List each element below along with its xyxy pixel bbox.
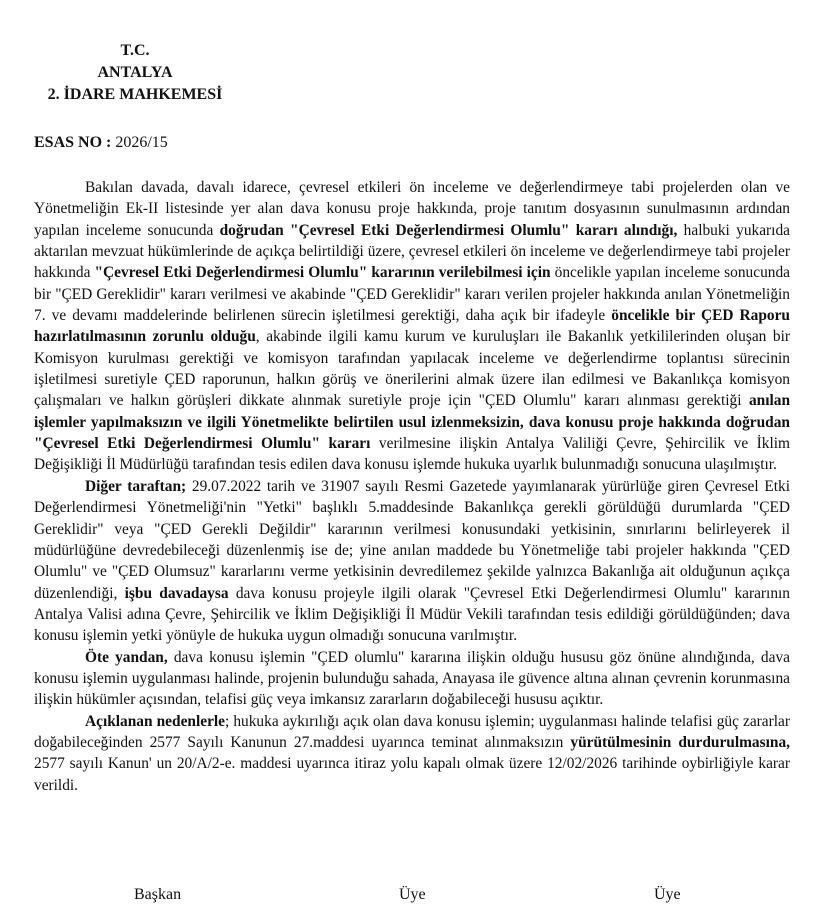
case-number-value: 2026/15	[115, 134, 168, 151]
text-run: dava konusu işlemin "ÇED olumlu" kararına ilişkin olduğu hususu göz önüne alındığında, dava konusu işlemin uygulanması halinde, projenin bulunduğu sahada, Anayasa ile güvence altına alınan çevrenin korunmasına ilişkin hükümler açısından, telafisi güç veya imkansız zararların doğabileceği hususu açıktır.	[34, 648, 790, 709]
signature-member-2: Üye	[654, 886, 681, 903]
header-country: T.C.	[120, 42, 150, 59]
text-run: Bakılan davada, davalı idarece, çevresel etkileri ön inceleme ve değerlendirmeye tabi projelerden olan ve Yönetmeliğin Ek-II listesinde yer alan dava konusu proje hakkında, proje tanıtım dosyasının sunulmasının ardından yapılan inceleme sonucunda	[34, 179, 790, 239]
text-run: halbuki yukarıda aktarılan mevzuat hükümlerinde de açıkça belirtildiği üzere, çevresel etkileri ön inceleme ve değerlendirmeye tabi projeler hakkında	[34, 221, 790, 282]
bold-text-run: anılan işlemler yapılmaksızın ve ilgili Yönetmelikte belirtilen usul izlenmeksizin, dava konusu proje hakkında doğrudan "Çevresel Etki Değerlendirmesi Olumlu" kararı	[34, 392, 790, 453]
bold-text-run: Diğer taraftan;	[85, 477, 187, 495]
bold-text-run: Öte yandan,	[85, 648, 168, 666]
case-number	[34, 134, 168, 152]
bold-text-run: yürütülmesinin durdurulmasına,	[570, 733, 790, 751]
decision-body	[34, 177, 790, 796]
paragraph-3	[34, 647, 790, 711]
paragraph-4	[34, 711, 790, 796]
text-run: 2577 sayılı Kanun' un 20/A/2-e. maddesi uyarınca itiraz yolu kapalı olmak üzere 12/02/2026 tarihinde oybirliğiyle karar verildi.	[34, 755, 790, 794]
text-run: dava konusu projeyle ilgili olarak "Çevresel Etki Değerlendirmesi Olumlu" kararının Antalya Valisi adına Çevre, Şehircilik ve İklim Değişikliği İl Müdür Vekili tarafından tesis edildiği görüldüğünden; dava konusu işlemin yetki yönüyle de hukuka uygun olmadığı sonucuna varılmıştır.	[34, 584, 791, 645]
bold-text-run: Açıklanan nedenlerle	[85, 712, 226, 730]
case-number-label: ESAS NO :	[34, 134, 112, 151]
bold-text-run: doğrudan "Çevresel Etki Değerlendirmesi Olumlu" kararı alındığı,	[219, 221, 678, 239]
paragraph-2	[34, 476, 790, 647]
text-run: 29.07.2022 tarih ve 31907 sayılı Resmi Gazetede yayımlanarak yürürlüğe giren Çevresel Etki Değerlendirmesi Yönetmeliği'nin "Yetki" başlıklı 5.maddesinde Bakanlıkça gerekli görüldüğü durumlarda "ÇED Gereklidir" veya "ÇED Gerekli Değildir" kararının verilmesi konusundaki yetkisinin, sınırlarını belirleyerek il müdürlüğüne devredebileceği düzenlenmiş ise de; yine anılan maddede bu Yönetmeliğe tabi projeler hakkında "ÇED Olumlu" ve "ÇED Olumsuz" kararlarını verme yetkisinin devredilemez şekilde yalnızca Bakanlığa ait olduğunun açıkça düzenlendiği,	[34, 477, 791, 602]
text-run: öncelikle yapılan inceleme sonucunda bir "ÇED Gereklidir" kararı verilmesi ve akabinde "ÇED Gereklidir" kararı verilen projeler hakkında anılan Yönetmeliğin 7. ve devamı maddelerinde belirlenen sürecin işletilmesi gerektiği, daha açık bir ifadeyle	[34, 264, 791, 325]
bold-text-run: işbu davadaysa	[124, 584, 229, 602]
text-run: , akabinde ilgili kamu kurum ve kuruluşları ile Bakanlık yetkililerinden oluşan bir Komisyon kurulması gerektiği ve komisyon tarafından yapılacak inceleme ve değerlendirme toplantısı sürecinin işletilmesi suretiyle ÇED raporunun, halkın görüş ve önerilerini almak üzere ilan edilmesi ve Bakanlıkça komisyon çalışmaları ve halkın görüşleri dikkate alınmak suretiyle proje için "ÇED Olumlu" kararı alınması gerektiği	[34, 328, 790, 410]
signature-president: Başkan	[134, 886, 182, 903]
bold-text-run: öncelikle bir ÇED Raporu hazırlatılmasının zorunlu olduğu	[34, 307, 790, 346]
signature-member-1: Üye	[399, 886, 426, 903]
text-run: ; hukuka aykırılığı açık olan dava konusu işlemin; uygulanması halinde telafisi güç zararlar doğabileceğinden 2577 Sayılı Kanunun 27.maddesi uyarınca teminat alınmaksızın	[34, 712, 790, 751]
header-court: 2. İDARE MAHKEMESİ	[47, 86, 223, 103]
paragraph-1	[34, 177, 790, 476]
text-run: verilmesine ilişkin Antalya Valiliği Çevre, Şehircilik ve İklim Değişikliği İl Müdürlüğü tarafından tesis edilen dava konusu işlemde hukuka uyarlık bulunmadığı sonucuna ulaşılmıştır.	[34, 435, 791, 474]
bold-text-run: "Çevresel Etki Değerlendirmesi Olumlu" kararının verilebilmesi için	[94, 264, 551, 282]
court-header	[0, 40, 270, 106]
header-city: ANTALYA	[97, 64, 173, 81]
